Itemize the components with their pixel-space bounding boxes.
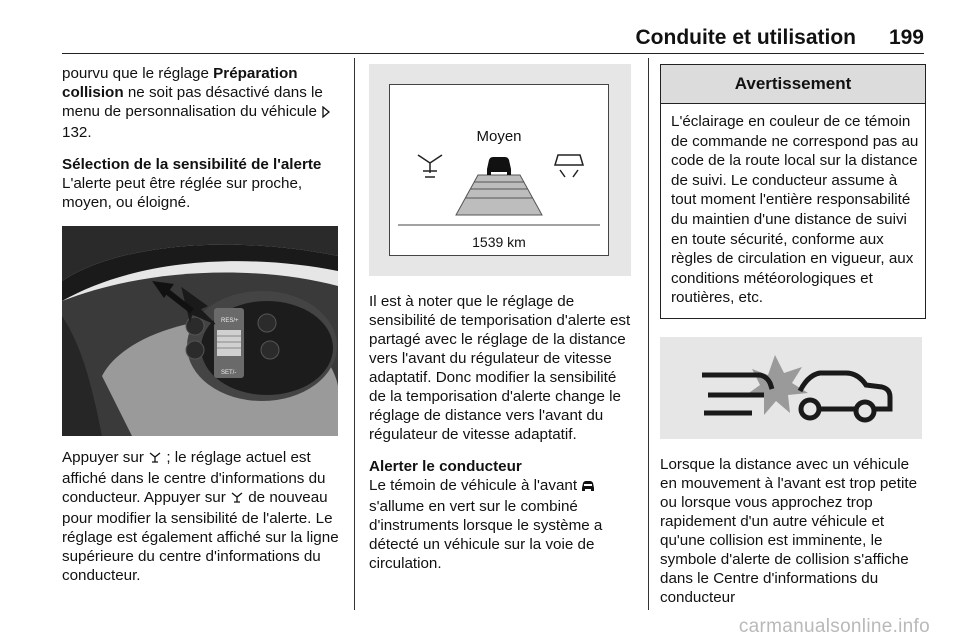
text-run: ne soit pas désactivé dans le menu de personnalisation du véhicule bbox=[62, 84, 323, 120]
section-heading: Alerter le conducteur bbox=[369, 458, 522, 475]
res-label: RES/+ bbox=[221, 318, 239, 324]
warning-text: L'éclairage en couleur de ce témoin de commande ne correspond pas au code de la route local sur la distance de suivi. Le conducteur assume à tout moment l'entière responsabilité du maintien d'une distance de suivi en toute sécurité, conforme aux règles de circulation en vigueur, aux conditions météorologiques et routières, etc. bbox=[671, 113, 919, 307]
page-number: 199 bbox=[888, 26, 924, 49]
text-run: Le témoin de véhicule à l'avant bbox=[369, 477, 582, 494]
collision-alert-button-icon bbox=[230, 490, 244, 509]
collision-alert-icon bbox=[660, 337, 922, 439]
collision-alert-button-icon bbox=[148, 450, 162, 469]
paragraph bbox=[62, 448, 344, 585]
steering-wheel-illustration bbox=[62, 226, 338, 436]
text-run: s'allume en vert sur le combiné d'instruments lorsque le système a détecté un véhicule sur la voie de circulation. bbox=[369, 498, 603, 572]
display-screen bbox=[389, 84, 609, 256]
paragraph bbox=[62, 64, 344, 142]
text-run: pourvu que le réglage bbox=[62, 65, 214, 82]
sensitivity-mode: Moyen bbox=[476, 128, 522, 145]
paragraph: Lorsque la distance avec un véhicule en mouvement à l'avant est trop petite ou lorsque vous approchez trop rapidement d'un autre véhicule et qu'une collision est imminente, le symbole d'alerte de collision s'affiche dans le Centre d'informations du conducteur bbox=[660, 455, 918, 606]
warning-title: Avertissement bbox=[661, 65, 925, 104]
text-run: de nouveau pour modifier la sensibilité de l'alerte. Le réglage est également affiché sur la ligne supérieure du centre d'informations du conducteur. bbox=[62, 489, 339, 584]
collision-alert-symbol-figure bbox=[660, 337, 922, 439]
page-reference[interactable]: 132. bbox=[62, 124, 92, 141]
setting-name: Préparation collision bbox=[62, 65, 298, 101]
column-divider bbox=[354, 58, 355, 610]
watermark: carmanualsonline.info bbox=[738, 616, 930, 637]
warning-box bbox=[660, 64, 926, 319]
paragraph: L'alerte peut être réglée sur proche, moyen, ou éloigné. bbox=[62, 175, 303, 211]
page-title: Conduite et utilisation bbox=[635, 26, 856, 49]
display-graphics bbox=[390, 85, 608, 255]
section-heading: Sélection de la sensibilité de l'alerte bbox=[62, 156, 322, 173]
text-run: ; le réglage actuel est affiché dans le centre d'informations du conducteur. Appuyer sur bbox=[62, 449, 326, 506]
page-reference-icon bbox=[321, 104, 331, 123]
column-divider bbox=[648, 58, 649, 610]
column-3 bbox=[660, 64, 926, 620]
paragraph bbox=[369, 476, 635, 573]
driver-info-display-figure bbox=[369, 64, 631, 276]
odometer-reading: 1539 km bbox=[472, 234, 526, 250]
text-run: Appuyer sur bbox=[62, 449, 149, 466]
header-divider bbox=[62, 53, 924, 54]
column-1 bbox=[62, 64, 344, 598]
paragraph: Il est à noter que le réglage de sensibilité de temporisation d'alerte est partagé avec le réglage de la distance vers l'avant du régulateur de vitesse adaptatif. Donc modifier la sensibilité de la temporisation d'alerte change le réglage de distance vers l'avant du régulateur de vitesse adaptatif. bbox=[369, 293, 631, 443]
vehicle-ahead-icon bbox=[581, 478, 595, 497]
column-2 bbox=[369, 64, 635, 586]
set-label: SET/- bbox=[221, 370, 237, 376]
steering-wheel-figure bbox=[62, 226, 338, 436]
